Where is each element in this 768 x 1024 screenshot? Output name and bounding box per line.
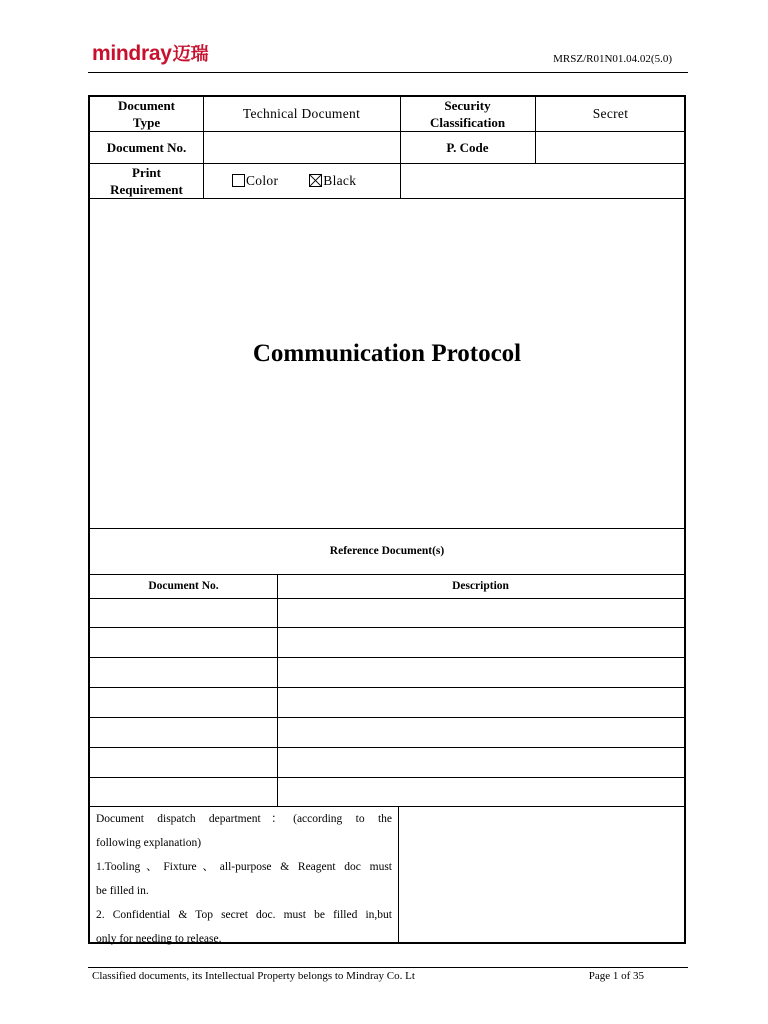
row-divider (90, 598, 684, 599)
dispatch-line: 1.Tooling、Fixture、all-purpose & Reagent doc must (96, 861, 392, 873)
company-logo (92, 40, 209, 66)
dispatch-line: only for needing to release. (96, 933, 222, 945)
row-divider (90, 747, 684, 748)
document-cover-sheet (88, 95, 686, 944)
column-divider (398, 806, 399, 944)
ref-col-description: Description (452, 579, 509, 592)
dispatch-line: Document dispatch department：(according to the (96, 813, 392, 825)
row-divider (90, 657, 684, 658)
row-divider (90, 627, 684, 628)
print-options (203, 163, 400, 198)
row-divider (90, 717, 684, 718)
color-checkbox[interactable] (232, 174, 245, 187)
dispatch-instructions (96, 807, 392, 951)
footer-divider (88, 967, 688, 968)
black-checkbox[interactable] (309, 174, 322, 187)
header-divider (88, 72, 688, 73)
column-divider (277, 574, 278, 806)
document-title: Communication Protocol (252, 340, 522, 367)
row-divider (90, 777, 684, 778)
dispatch-line: following explanation) (96, 837, 202, 849)
security-value: Secret (592, 106, 629, 121)
row-divider (90, 198, 684, 199)
doc-type-value: Technical Document (242, 106, 361, 121)
pcode-label: P. Code (446, 139, 489, 155)
black-option-label: Black (323, 172, 357, 188)
pcode-value (535, 131, 686, 163)
color-option-label: Color (246, 172, 279, 188)
logo-text: mindray (92, 42, 172, 65)
doc-no-value (203, 131, 400, 163)
reference-heading: Reference Document(s) (329, 544, 445, 557)
page-number: Page 1 of 35 (588, 970, 644, 982)
footer-notice: Classified documents, its Intellectual Property belongs to Mindray Co. Lt (92, 970, 415, 982)
doc-type-label: Document Type (117, 98, 176, 130)
dispatch-line: be filled in. (96, 885, 149, 897)
logo-chinese-text: 迈瑞 (172, 44, 209, 64)
doc-no-label: Document No. (106, 139, 187, 155)
print-requirement-label: Print Requirement (110, 164, 183, 197)
form-code: MRSZ/R01N01.04.02(5.0) (553, 53, 672, 65)
ref-col-doc-no: Document No. (148, 579, 219, 592)
row-divider (90, 687, 684, 688)
dispatch-line: 2. Confidential & Top secret doc. must be filled in,but (96, 909, 392, 921)
security-label: Security Classification (429, 98, 506, 130)
